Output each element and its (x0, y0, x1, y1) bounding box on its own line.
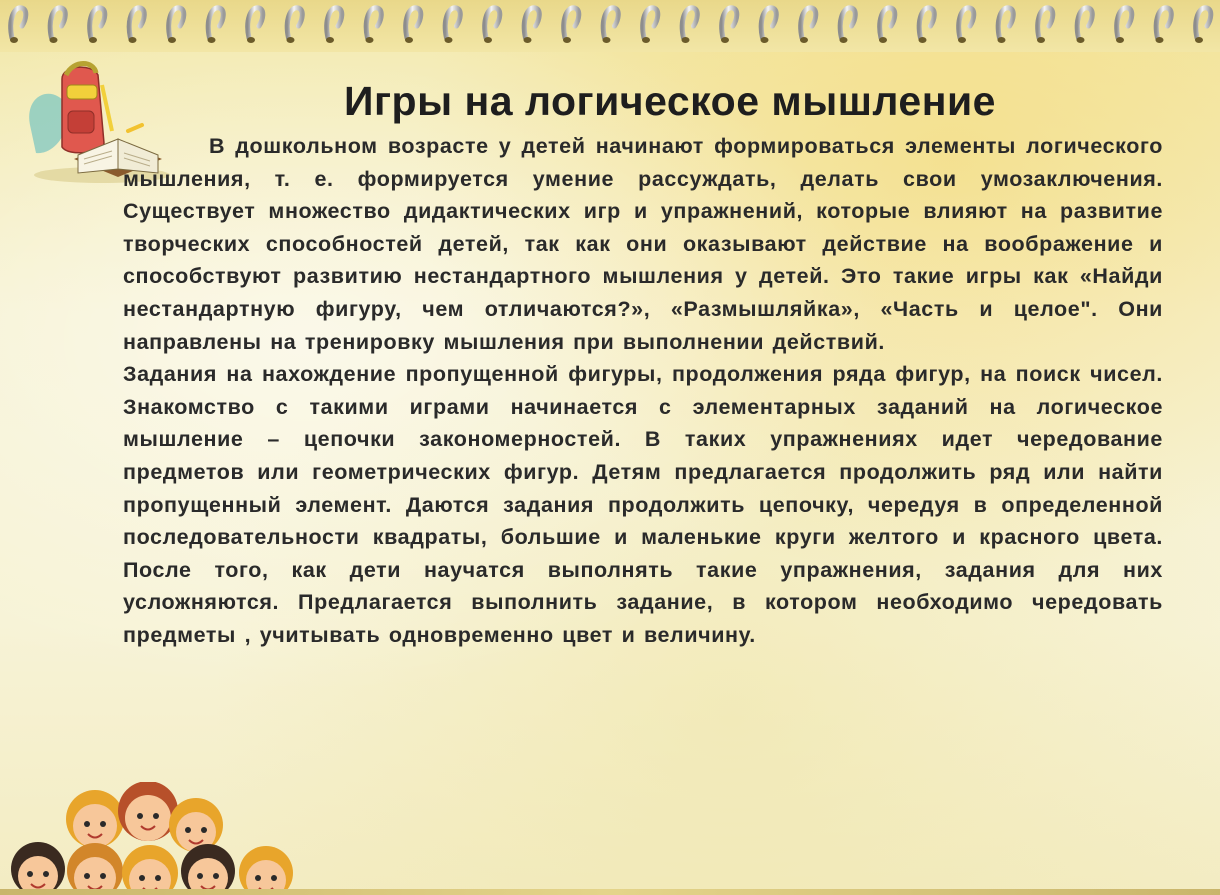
binding-hole (1037, 37, 1045, 43)
child-face (122, 845, 178, 895)
binding-hole (840, 37, 848, 43)
binding-hole (800, 37, 808, 43)
binding-hole (89, 37, 97, 43)
binding-hole (208, 37, 216, 43)
child-face (118, 782, 178, 841)
binding-hole (10, 37, 18, 43)
binding-hole (484, 37, 492, 43)
child-face (11, 842, 65, 895)
binding-hole (563, 37, 571, 43)
binding-hole (879, 37, 887, 43)
binding-hole (405, 37, 413, 43)
children-illustration (0, 782, 320, 895)
binding-hole (1195, 37, 1203, 43)
slide-title: Игры на логическое мышление (344, 78, 996, 124)
child-face (181, 844, 235, 895)
binding-hole (168, 37, 176, 43)
binding-hole (1116, 37, 1124, 43)
binding-hole (958, 37, 966, 43)
binding-hole (445, 37, 453, 43)
binding-hole (247, 37, 255, 43)
binding-hole (761, 37, 769, 43)
slide-body (123, 130, 1163, 652)
binding-hole (721, 37, 729, 43)
body-paragraph-1: В дошкольном возрасте у детей начинают формироваться элементы логического мышления, т. е. формируется умение рассуждать, делать свои умозаключения. Существует множество дидактических игр и упражнений, которые влияют на развитие творческих способностей детей, так как они оказывают действие на воображение и способствуют развитию нестандартного мышления у детей. Это такие игры как «Найди нестандартную фигуру, чем отличаются?», «Размышляйка», «Часть и целое". Они направлены на тренировку мышления при выполнении действий. (123, 134, 1163, 354)
binding-hole (524, 37, 532, 43)
binding-hole (129, 37, 137, 43)
binding-hole (998, 37, 1006, 43)
binding-hole (326, 37, 334, 43)
binding-hole (682, 37, 690, 43)
child-face (169, 798, 223, 852)
binding-hole (919, 37, 927, 43)
binding-hole (287, 37, 295, 43)
binding-hole (642, 37, 650, 43)
spiral-binding (0, 0, 1220, 52)
child-face (239, 846, 293, 895)
binding-hole (1077, 37, 1085, 43)
child-face (66, 790, 124, 848)
binding-hole (50, 37, 58, 43)
child-face (67, 843, 123, 895)
binding-hole (366, 37, 374, 43)
binding-hole (603, 37, 611, 43)
binding-hole (1156, 37, 1164, 43)
body-paragraph-2: Задания на нахождение пропущенной фигуры, продолжения ряда фигур, на поиск чисел. Знакомство с такими играми начинается с элементарных заданий на логическое мышление – цепочки закономерностей. В таких упражнениях идет чередование предметов или геометрических фигур. Детям предлагается продолжить ряд или найти пропущенный элемент. Даются задания продолжить цепочку, чередуя в определенной последовательности квадраты, большие и маленькие круги желтого и красного цвета. После того, как дети научатся выполнять такие упражнения, задания для них усложняются. Предлагается выполнить задание, в котором необходимо чередовать предметы , учитывать одновременно цвет и величину. (123, 362, 1163, 647)
bottom-border (0, 889, 1220, 895)
